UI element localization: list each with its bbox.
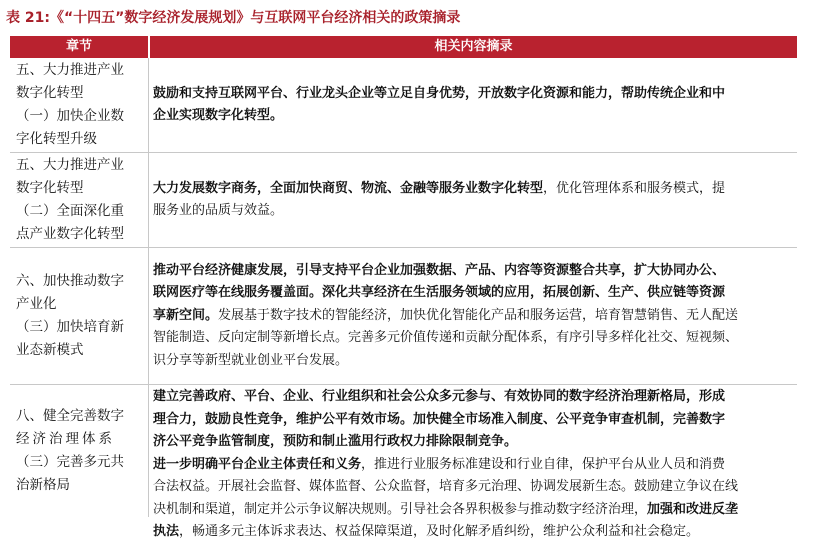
text: 智能制造、反向定制等新增长点。完善多元价值传递和贡献分配体系，有序引导多样化社交、短视频、: [153, 330, 739, 346]
bold-text: 享新空间。: [153, 307, 219, 323]
chapter-line: 经济治理体系: [16, 431, 115, 447]
chapter-line: 五、大力推进产业: [16, 157, 124, 173]
content-line: [153, 305, 833, 328]
chapter-line: （三）加快培育新: [16, 319, 124, 335]
bold-text: 济公平竞争监管制度，预防和制止滥用行政权力排除限制竞争。: [153, 434, 518, 449]
header-content: 相关内容摘录: [434, 39, 513, 54]
content-line: [153, 521, 833, 544]
policy-table: [10, 36, 797, 539]
content-line: [153, 105, 833, 128]
content-line: [153, 83, 833, 106]
chapter-cell: [10, 58, 149, 152]
bold-text: 进一步明确平台企业主体责任和义务: [153, 456, 362, 472]
bold-text: 推动平台经济健康发展，引导支持平台企业加强数据、产品、内容等资源整合共享，扩大协同办公、: [153, 262, 726, 278]
content-line: [153, 327, 833, 350]
bold-text: 企业实现数字化转型。: [153, 108, 284, 123]
text: 合法权益。开展社会监督、媒体监督、公众监督，培育多元治理、协调发展新生态。鼓励建立争议在线: [153, 479, 739, 494]
content-line: [153, 499, 833, 522]
content-line: [153, 260, 833, 283]
content-line: [153, 178, 833, 201]
chapter-line: 字化转型升级: [16, 131, 97, 147]
chapter-cell: [10, 153, 149, 247]
chapter-line: 数字化转型: [16, 180, 84, 196]
text: ，畅通多元主体诉求表达、权益保障渠道，及时化解矛盾纠纷，维护公众利益和社会稳定。: [179, 524, 700, 539]
chapter-line: （一）加快企业数: [16, 108, 124, 124]
bold-text: 加强和改进反垄: [647, 501, 739, 517]
content-line: [153, 476, 833, 499]
content-line: [153, 409, 833, 432]
table-title: 表 21:《“十四五”数字经济发展规划》与互联网平台经济相关的政策摘录: [6, 10, 461, 26]
chapter-line: 产业化: [16, 296, 57, 312]
chapter-line: （二）全面深化重: [16, 203, 124, 219]
text: 发展基于数字技术的智能经济，加快优化智能化产品和服务运营，培育智慧销售、无人配送: [218, 307, 739, 323]
text: ，推进行业服务标准建设和行业自律，保护平台从业人员和消费: [361, 456, 726, 472]
chapter-line: 治新格局: [16, 477, 70, 493]
content-line: [153, 431, 833, 454]
bold-text: 大力发展数字商务，全面加快商贸、物流、金融等服务业数字化转型: [153, 180, 544, 196]
chapter-line: 八、健全完善数字: [16, 408, 124, 424]
content-cell: [153, 248, 833, 384]
content-cell: [153, 58, 833, 152]
chapter-line: 业态新模式: [16, 342, 84, 358]
chapter-line: 点产业数字化转型: [16, 226, 124, 242]
chapter-line: 数字化转型: [16, 85, 84, 101]
chapter-cell: [10, 385, 149, 517]
text: 识分享等新型就业创业平台发展。: [153, 352, 349, 368]
content-line: [153, 350, 833, 373]
bold-text: 执法: [153, 524, 180, 539]
bold-text: 理合力，鼓励良性竞争，维护公平有效市场。加快健全市场准入制度、公平竞争审查机制，完善数字: [153, 411, 726, 427]
chapter-cell: [10, 248, 149, 384]
table-row: [10, 248, 797, 385]
bold-text: 联网医疗等在线服务覆盖面。深化共享经济在生活服务领域的应用，拓展创新、生产、供应链等资源: [153, 285, 726, 301]
text: 决机制和渠道，制定并公示争议解决规则。引导社会各界积极参与推动数字经济治理，: [153, 501, 648, 517]
table-row: [10, 385, 797, 539]
text: 服务业的品质与效益。: [153, 203, 284, 218]
content-cell: [153, 153, 833, 247]
content-line: [153, 386, 833, 409]
chapter-line: 五、大力推进产业: [16, 62, 124, 78]
header-chapter: 章节: [65, 39, 92, 54]
bold-text: 鼓励和支持互联网平台、行业龙头企业等立足自身优势，开放数字化资源和能力，帮助传统企业和中: [153, 85, 726, 101]
content-line: [153, 200, 833, 223]
bold-text: 建立完善政府、平台、企业、行业组织和社会公众多元参与、有效协同的数字经济治理新格局，形成: [153, 389, 726, 404]
content-line: [153, 282, 833, 305]
chapter-line: 六、加快推动数字: [16, 273, 124, 289]
text: ，优化管理体系和服务模式，提: [543, 180, 726, 196]
content-line: [153, 454, 833, 477]
table-row: [10, 153, 797, 248]
chapter-line: （三）完善多元共: [16, 454, 124, 470]
table-row: [10, 58, 797, 153]
table-header: [10, 36, 797, 58]
content-cell: [153, 385, 833, 539]
